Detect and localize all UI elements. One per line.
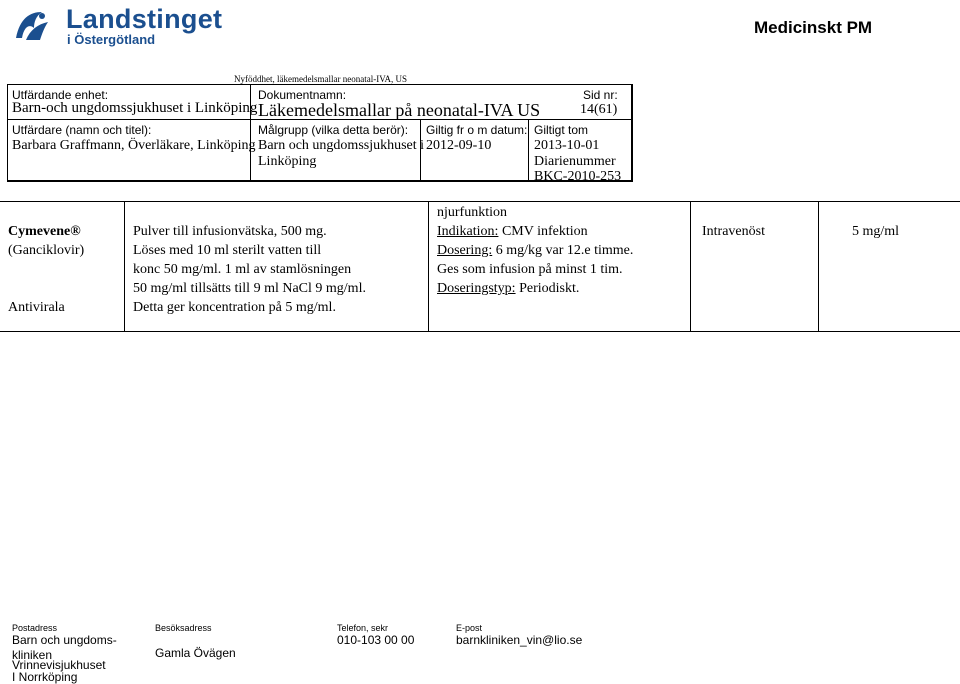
document-name-label: Dokumentnamn: <box>258 88 347 102</box>
valid-from-value: 2012-09-10 <box>426 138 492 153</box>
document-name-value: Läkemedelsmallar på neonatal-IVA US <box>258 100 541 120</box>
drug-name: Cymevene® <box>8 224 81 239</box>
registry-label: Diarienummer <box>534 154 616 169</box>
concentration: 5 mg/ml <box>852 224 900 239</box>
dosing-value: 6 mg/kg var 12.e timme. <box>495 243 634 258</box>
dosing-type-label: Doseringstyp: <box>437 281 516 296</box>
drug-generic-name: (Ganciklovir) <box>8 243 85 258</box>
indication-value: CMV infektion <box>501 224 588 239</box>
issuer-label: Utfärdare (namn och titel): <box>12 123 152 137</box>
drug-category: Antivirala <box>8 300 65 315</box>
postal-address-line: Barn och ungdoms- <box>12 633 117 647</box>
valid-from-label: Giltig fr o m datum: <box>426 123 528 137</box>
registry-value: BKC-2010-253 <box>534 169 622 184</box>
indication-line <box>437 222 588 241</box>
issuer-value: Barbara Graffmann, Överläkare, Linköping <box>12 138 256 153</box>
renal-function-note: njurfunktion <box>437 205 507 220</box>
administration-route: Intravenöst <box>702 224 765 239</box>
phone-label: Telefon, sekr <box>337 623 389 633</box>
landstinget-logo <box>12 4 223 48</box>
dosing-label: Dosering: <box>437 243 493 258</box>
drug-table-row <box>0 201 960 332</box>
preparation-line: Pulver till infusionvätska, 500 mg. <box>133 224 327 239</box>
page-number-label: Sid nr: <box>583 88 618 102</box>
document-header-table <box>7 84 633 182</box>
target-group-value-line2: Linköping <box>258 154 317 169</box>
dosing-type-value: Periodiskt. <box>519 281 580 296</box>
dosing-type-line <box>437 279 579 298</box>
issuing-unit-label: Utfärdande enhet: <box>12 88 109 102</box>
visit-address-value: Gamla Övägen <box>155 646 236 660</box>
valid-to-value: 2013-10-01 <box>534 138 600 153</box>
postal-address-line: kliniken <box>12 648 53 662</box>
target-group-value-line1: Barn och ungdomssjukhuset i <box>258 138 425 153</box>
email-label: E-post <box>456 623 483 633</box>
issuing-unit-value: Barn-och ungdomssjukhuset i Linköping <box>12 100 258 116</box>
logo-subtitle: i Östergötland <box>67 32 156 47</box>
visit-address-label: Besöksadress <box>155 623 212 633</box>
document-type: Medicinskt PM <box>754 18 873 37</box>
preparation-line: Detta ger koncentration på 5 mg/ml. <box>133 300 336 315</box>
breadcrumb: Nyföddhet, läkemedelsmallar neonatal-IVA, US <box>234 74 408 84</box>
valid-to-label: Giltigt tom <box>534 123 589 137</box>
preparation-line: konc 50 mg/ml. 1 ml av stamlösningen <box>133 262 352 277</box>
dosing-line <box>437 241 633 260</box>
postal-address-line: I Norrköping <box>12 670 78 684</box>
preparation-line: 50 mg/ml tillsätts till 9 ml NaCl 9 mg/ml. <box>133 281 366 296</box>
logo-name: Landstinget <box>66 4 223 34</box>
infusion-instruction: Ges som infusion på minst 1 tim. <box>437 262 623 277</box>
postal-address-line: Vrinnevisjukhuset <box>12 658 106 672</box>
postal-address-label: Postadress <box>12 623 58 633</box>
email-value: barnkliniken_vin@lio.se <box>456 633 583 647</box>
target-group-label: Målgrupp (vilka detta berör): <box>258 123 409 137</box>
phone-value: 010-103 00 00 <box>337 633 415 647</box>
landstinget-logo-mark-icon <box>12 8 52 44</box>
page-number-value: 14(61) <box>580 102 618 117</box>
indication-label: Indikation: <box>437 224 499 239</box>
preparation-line: Löses med 10 ml sterilt vatten till <box>133 243 322 258</box>
